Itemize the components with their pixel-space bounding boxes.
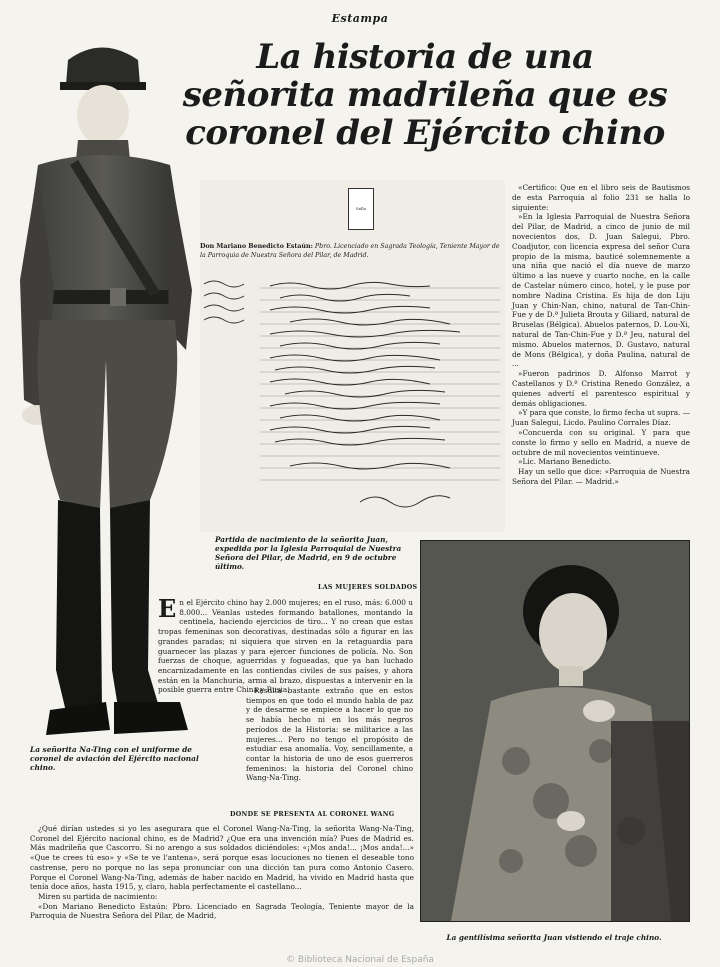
baptism-certificate	[200, 180, 505, 532]
drop-cap: E	[158, 594, 177, 623]
certificate-transcription	[512, 183, 690, 487]
transcription-paragraph: Hay un sello que dice: «Parroquia de Nuestra Señora del Pilar. — Madrid.»	[512, 467, 690, 486]
article-wang	[30, 824, 414, 921]
certificate-caption: Partida de nacimiento de la señorita Juan, expedida por la Iglesia Parroquial de Nuestra Señora del Pilar, de Madrid, en 9 de octubre último.	[215, 535, 402, 571]
transcription-paragraph: »Lic. Mariano Benedicto.	[518, 457, 612, 467]
transcription-paragraph: »Y para que conste, lo firmo fecha ut supra. — Juan Salegui, Licdo. Paulino Corrales Díaz.	[512, 408, 690, 428]
article-paragraph: Resulta bastante extraño que en estos tiempos en que todo el mundo habla de paz y de desarme se empiece a hacer lo que no se había hecho ni en los más negros períodos de la Historia: se militarice a las mujeres... Pero no tengo el propósito de estudiar esa anomalía. Voy, sencillamente, a contar la historia de uno de esos guerreros femeninos: la historia del Coronel chino Wang-Na-Ting.	[246, 686, 413, 783]
certificate-stamp: Sello	[348, 188, 374, 230]
headline	[160, 38, 690, 152]
transcription-paragraph: »Concuerda con su original. Y para que conste lo firmo y sello en Madrid, a nueve de octubre de mil novecientos veintinueve.	[512, 427, 690, 457]
certificate-header-rest: Pbro. Licenciado en Sagrada Teología, Teniente Mayor de la Parroquia de Nuestra Señora del Pilar, de Madrid.	[200, 243, 500, 259]
woman-caption: La gentilísima señorita Juan vistiendo el traje chino.	[446, 933, 662, 942]
article-paragraph: «Don Mariano Benedicto Estaún: Pbro. Licenciado en Sagrada Teología, Teniente mayor de la Parroquia de Nuestra Señora del Pilar, de Madrid,	[30, 901, 414, 921]
section-heading-wang: DONDE SE PRESENTA AL CORONEL WANG	[230, 811, 395, 818]
soldier-caption: La señorita Na-Ting con el uniforme de coronel de aviación del Ejército nacional chino.	[30, 745, 199, 772]
section-label: Estampa	[331, 12, 389, 25]
article-soldados-cont	[246, 686, 413, 783]
article-paragraph: n el Ejército chino hay 2.000 mujeres; en el ruso, más: 6.000 u 8.000... Véanlas ustedes formando batallones, montando la centinela, haciendo ejercicios de tiro... Y no crean que estas tropas femeninas son decorativas, destinadas sólo a figurar en las grandes paradas; ni siquiera que sirven en la retaguardia para guarnecer las plazas y para ejercer funciones de policía. No. Son fuerzas de choque, aguerridas y fogueadas, que ya han luchado encarnizadamente en las contiendas civiles de sus países, y ahora están en la Manchuria, arma al brazo, dispuestas a intervenir en la posible guerra entre China y Rusia.	[158, 598, 413, 695]
library-watermark: © Biblioteca Nacional de España	[286, 955, 434, 965]
section-heading-soldados: LAS MUJERES SOLDADOS	[318, 584, 418, 591]
headline-line-1: La historia de una	[256, 37, 594, 77]
article-paragraph: Miren su partida de nacimiento:	[38, 891, 158, 901]
article-paragraph: ¿Qué dirían ustedes si yo les asegurara que el Coronel Wang-Na-Ting, la señorita Wang-Na-Ting, Coronel del Ejército nacional chino, es de Madrid? ¿Que era una invención mía? Pues de Madrid es. Más madrileña que Cascorro. Si no arengo a sus soldados diciéndoles: «¡Mos anda!... ¡Mos anda!...» «Que te crees tú eso» y «Se te ve l'antena», será porque esas locuciones no tienen el deseable tono castrense, pero no porque no las sepa pronunciar con una dicción tan pura como Antonio Casero. Porque el Coronel Wang-Na-Ting, además de haber nacido en Madrid, ha vivido en Madrid hasta que tenía doce años, hasta 1915, y, claro, habla perfectamente el castellano...	[30, 824, 414, 892]
headline-line-3: coronel del Ejército chino	[185, 113, 665, 153]
transcription-paragraph: «Certifico: Que en el libro seis de Bautismos de esta Parroquia al folio 231 se halla lo siguiente:	[512, 183, 690, 212]
transcription-paragraph: »Fueron padrinos D. Alfonso Marrot y Castellanos y D.ª Cristina Renedo González, a quienes advertí el parentesco espiritual y demás obligaciones.	[512, 369, 690, 408]
certificate-handwriting	[200, 270, 505, 520]
headline-line-2: señorita madrileña que es	[182, 75, 668, 115]
certificate-header-name: Don Mariano Benedicto Estaún:	[200, 243, 313, 250]
transcription-paragraph: »En la Iglesia Parroquial de Nuestra Señora del Pilar, de Madrid, a cinco de junio de mil novecientos dos, D. Juan Salegui, Pbro. Coadjutor, con licencia expresa del señor Cura propio de la misma, bauticé solemnemente a una niña que nació el día nueve de marzo último a las nueve y cuarto noche, en la calle de Castelar número cinco, hotel, y le puse por nombre Nadina Cristina. Es hija de don Liju Juan y Chin-Nan, chino, natural de Tan-Chin-Fue y de D.ª Julieta Brouta y Giliard, natural de Bruselas (Bélgica). Abuelos paternos, D. Lou-Xi, natural de Tan-Chin-Fue y D.ª Jeu, natural del mismo. Abuelos maternos, D. Gustavo, natural de Mons (Bélgica), y doña Paulina, natural de ...	[512, 212, 690, 369]
article-soldados	[158, 594, 413, 695]
certificate-header	[200, 242, 505, 260]
woman-photo	[420, 540, 690, 922]
